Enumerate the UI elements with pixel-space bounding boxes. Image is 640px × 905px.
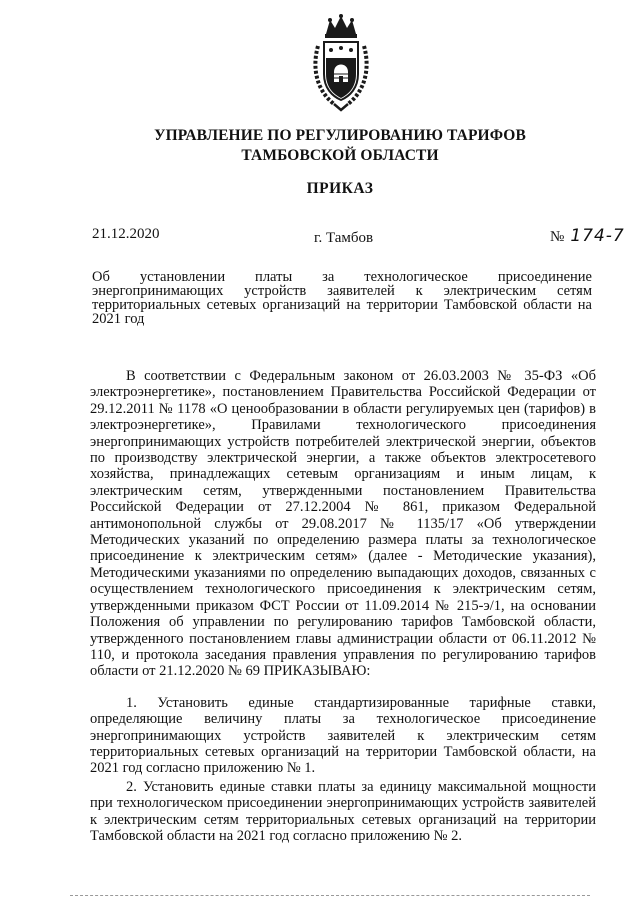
order-city: г. Тамбов [314, 230, 374, 246]
document-type-title: ПРИКАЗ [306, 180, 374, 197]
order-item-2: 2. Установить единые ставки платы за единицу максимальной мощности при технологическом присоединении энергопринимающих устройств заявителей к электрическим сетям территориальных сетевых организаций на территории Тамбовской области на 2021 год согласно приложению № 2. [90, 778, 596, 844]
order-number [550, 226, 625, 246]
order-number-sign: № [550, 229, 565, 245]
coat-of-arms-icon [310, 12, 372, 112]
order-date: 21.12.2020 [92, 226, 160, 242]
preamble-paragraph: В соответствии с Федеральным законом от 26.03.2003 № 35-ФЗ «Об электроэнергетике», постановлением Правительства Российской Федерации от 29.12.2011 № 1178 «О ценообразовании в области регулируемых цен (тарифов) в электроэнергетике», Правилами технологического присоединения энергопринимающих устройств потребителей электрической энергии, объектов по производству электрической энергии, а также объектов электросетевого хозяйства, принадлежащих сетевым организациям и иным лицам, к электрическим сетям, утвержденными постановлением Правительства Российской Федерации от 27.12.2004 № 861, приказом Федеральной антимонопольной службы от 29.08.2017 № 1135/17 «Об утверждении Методических указаний по определению размера платы за технологическое присоединение к электрическим сетям» (далее - Методические указания), Методическими указаниями по определению выпадающих доходов, связанных с осуществлением технологического присоединения к электрическим сетям, утвержденными приказом ФСТ России от 11.09.2014 № 215-э/1, на основании Положения об управлении по регулированию тарифов Тамбовской области, утвержденного постановлением главы администрации области от 06.11.2012 № 110, и протокола заседания правления управления по регулированию тарифов области от 21.12.2020 № 69 ПРИКАЗЫВАЮ: [90, 368, 596, 680]
order-body [90, 368, 596, 844]
order-number-value: 174-7 [570, 226, 625, 246]
order-subject: Об установлении платы за технологическое присоединение энергопринимающих устройств заявителей к электрическим сетям территориальных сетевых организаций на территории Тамбовской области на 2021 год [92, 269, 592, 327]
agency-name-line-1: УПРАВЛЕНИЕ ПО РЕГУЛИРОВАНИЮ ТАРИФОВ [154, 127, 526, 144]
agency-name-line-2: ТАМБОВСКОЙ ОБЛАСТИ [241, 147, 439, 164]
agency-name [60, 126, 620, 166]
order-item-1: 1. Установить единые стандартизированные тарифные ставки, определяющие величину платы за технологическое присоединение энергопринимающих устройств заявителей к электрическим сетям территориальных сетевых организаций на территории Тамбовской области, на 2021 год согласно приложению № 1. [90, 694, 596, 777]
page-bottom-divider [70, 895, 590, 897]
